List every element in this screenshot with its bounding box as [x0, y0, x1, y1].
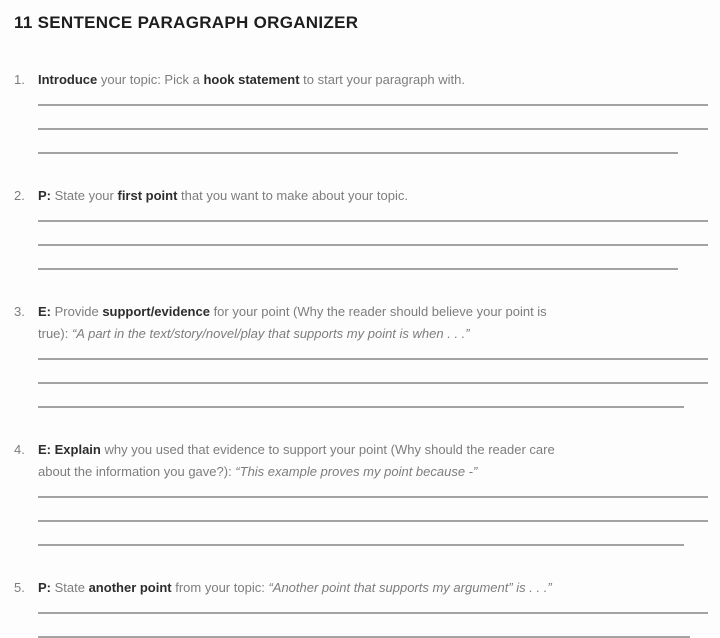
- instruction-example: “Another point that supports my argument” is . . .”: [268, 580, 552, 595]
- organizer-item-2: [14, 185, 708, 270]
- instruction-text: why you used that evidence to support your point (Why should the reader care: [100, 442, 555, 457]
- instruction-keyword: E: Explain: [38, 442, 101, 457]
- instruction-text: your topic: Pick a: [97, 72, 204, 87]
- answer-line: [38, 360, 708, 384]
- answer-line: [38, 522, 684, 546]
- instruction-text: about the information you gave?):: [38, 464, 236, 479]
- organizer-item-4: [14, 439, 708, 546]
- instruction-keyword: P:: [38, 580, 51, 595]
- instruction-keyword: P:: [38, 188, 51, 203]
- organizer-item-5: [14, 577, 708, 638]
- instruction-keyword: Introduce: [38, 72, 98, 87]
- answer-lines: [38, 91, 708, 154]
- instruction-text: State your: [51, 188, 118, 203]
- answer-line: [38, 207, 708, 222]
- answer-line: [38, 106, 708, 130]
- answer-line: [38, 614, 690, 638]
- instruction-keyword: first point: [117, 188, 178, 203]
- instruction-example: “This example proves my point because -”: [235, 464, 478, 479]
- instruction-keyword: hook statement: [203, 72, 300, 87]
- organizer-item-3: [14, 301, 708, 408]
- item-instruction: [38, 439, 708, 483]
- instruction-text: true):: [38, 326, 72, 341]
- answer-line: [38, 246, 678, 270]
- instruction-text: that you want to make about your topic.: [177, 188, 408, 203]
- item-number: 2.: [14, 188, 25, 203]
- answer-line: [38, 130, 678, 154]
- answer-line: [38, 222, 708, 246]
- instruction-text: for your point (Why the reader should believe your point is: [209, 304, 547, 319]
- instruction-example: “A part in the text/story/novel/play that supports my point is when . . .”: [71, 326, 470, 341]
- answer-lines: [38, 207, 708, 270]
- instruction-text: State: [51, 580, 89, 595]
- answer-line: [38, 345, 708, 360]
- item-instruction: [38, 301, 708, 345]
- item-instruction: [38, 69, 708, 91]
- answer-line: [38, 91, 708, 106]
- answer-lines: [38, 599, 708, 638]
- answer-line: [38, 599, 708, 614]
- instruction-text: from your topic:: [171, 580, 269, 595]
- instruction-keyword: another point: [88, 580, 172, 595]
- item-number: 3.: [14, 304, 25, 319]
- item-number: 4.: [14, 442, 25, 457]
- page-title: 11 SENTENCE PARAGRAPH ORGANIZER: [14, 13, 359, 32]
- answer-line: [38, 483, 708, 498]
- organizer-item-1: [14, 69, 708, 154]
- instruction-keyword: support/evidence: [102, 304, 210, 319]
- answer-line: [38, 384, 684, 408]
- item-number: 5.: [14, 580, 25, 595]
- item-instruction: [38, 577, 708, 599]
- item-instruction: [38, 185, 708, 207]
- answer-lines: [38, 345, 708, 408]
- instruction-text: to start your paragraph with.: [299, 72, 466, 87]
- item-number: 1.: [14, 72, 25, 87]
- instruction-keyword: E:: [38, 304, 51, 319]
- answer-lines: [38, 483, 708, 546]
- answer-line: [38, 498, 708, 522]
- instruction-text: Provide: [51, 304, 103, 319]
